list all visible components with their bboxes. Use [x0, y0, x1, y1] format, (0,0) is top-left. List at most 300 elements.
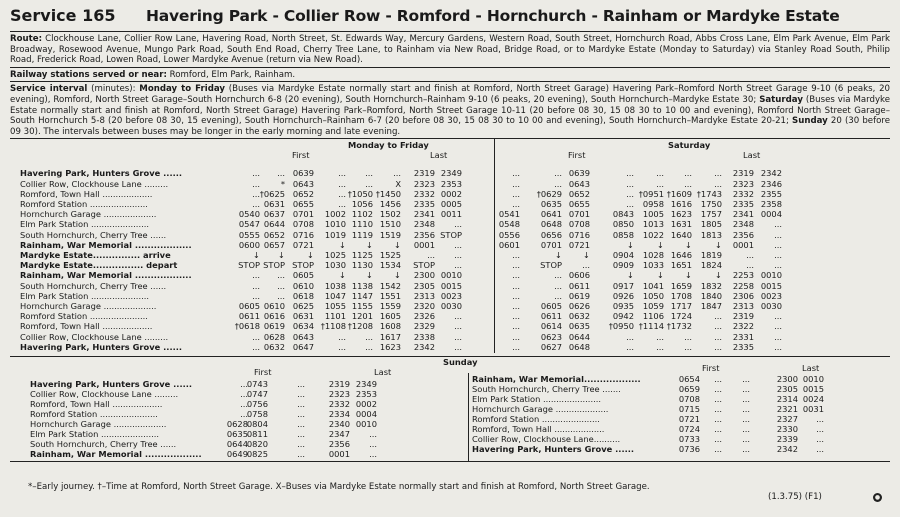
time-cell: 0825 [246, 449, 268, 460]
time-cell: 0758 [246, 409, 268, 420]
time-cell: ↓ [253, 249, 260, 260]
route-description [10, 34, 890, 66]
time-cell: ... [656, 168, 664, 179]
time-cell: 0657 [263, 239, 285, 250]
time-cell: ... [252, 198, 260, 209]
time-cell: ... [240, 379, 248, 390]
time-cell: 1041 [642, 280, 664, 291]
time-cell: ... [554, 290, 562, 301]
time-cell: ... [774, 260, 782, 271]
interval-mf-label: Monday to Friday [139, 84, 225, 95]
time-cell: ... [816, 444, 824, 455]
stop-name: Collier Row, Clockhouse Lane ......... [30, 389, 179, 400]
time-cell: ... [512, 270, 520, 281]
time-cell: 0708 [568, 219, 590, 230]
time-cell: ... [626, 331, 634, 342]
time-cell: STOP [263, 260, 285, 271]
route-title: Havering Park - Collier Row - Romford - Hornchurch - Rainham or Mardyke Estate [146, 7, 840, 25]
time-cell: 1832 [700, 280, 722, 291]
time-cell: ... [742, 414, 750, 425]
time-cell: 1022 [642, 229, 664, 240]
stop-name: Mardyke Estate............... arrive [20, 249, 171, 260]
stop-name: Hornchurch Garage .................... [20, 209, 157, 220]
time-cell: 0023 [440, 290, 462, 301]
time-cell: 0010 [802, 374, 824, 385]
time-cell: 0643 [568, 178, 590, 189]
time-cell: ... [626, 198, 634, 209]
stop-name: Havering Park, Hunters Grove ...... [20, 168, 183, 179]
time-cell: ... [626, 188, 634, 199]
time-cell: †1743 [696, 188, 722, 199]
time-cell: 1019 [324, 229, 346, 240]
time-cell: 1510 [379, 219, 401, 230]
time-cell: ... [626, 178, 634, 189]
time-cell: ... [626, 168, 634, 179]
time-cell: 2321 [776, 404, 798, 415]
time-cell: ... [297, 439, 305, 450]
interval-sat-text: (Buses via Mardyke Estate normally start and finish at Romford, North Street Garage) Havering Park–Romford, North Street Garage 10-11 (20 before 08 30, 15 08 30 to 10 00 and evening), Romford North Street Garage–South Hornchurch 5-8 (20 before 08 30, 15 evening), South Hornchurch–Rainham 6-7 (20 before 08 30, 15 08 30 to 10 00 and evening), South Hornchurch–Mardyke Estate 20-21; [10, 94, 891, 127]
time-cell: 0647 [292, 341, 314, 352]
stop-name: Mardyke Estate................ depart [20, 260, 178, 271]
time-cell: 0030 [440, 300, 462, 311]
title-rule [10, 31, 890, 32]
time-cell: ... [369, 439, 377, 450]
time-cell: 0820 [246, 439, 268, 450]
time-cell: ↓ [339, 270, 346, 281]
mf-heading: Monday to Friday [348, 140, 429, 151]
time-cell: 1805 [700, 219, 722, 230]
stop-name: Elm Park Station ...................... [20, 219, 149, 230]
service-interval [10, 84, 890, 137]
time-cell: ... [774, 331, 782, 342]
time-cell: 2319 [732, 311, 754, 322]
time-cell: 2355 [760, 188, 782, 199]
interval-sun-label: Sunday [792, 116, 828, 127]
time-cell: ... [774, 321, 782, 332]
time-cell: 2253 [732, 270, 754, 281]
time-cell: ... [365, 168, 373, 179]
time-cell: 0015 [760, 280, 782, 291]
time-cell: 0942 [612, 311, 634, 322]
time-cell: ... [684, 331, 692, 342]
time-cell: 2330 [776, 424, 798, 435]
time-cell: ... [742, 374, 750, 385]
time-cell: 2340 [328, 419, 350, 430]
service-number: Service 165 [10, 6, 116, 25]
time-cell: ... [252, 178, 260, 189]
stop-name: Hornchurch Garage .................... [20, 300, 157, 311]
time-cell: ... [240, 399, 248, 410]
time-cell: 2323 [413, 178, 435, 189]
time-cell: ... [297, 409, 305, 420]
time-cell: 1130 [351, 260, 373, 271]
time-cell: 0909 [612, 260, 634, 271]
time-cell: ... [454, 249, 462, 260]
time-cell: 2331 [732, 331, 754, 342]
time-cell: 2323 [328, 389, 350, 400]
time-cell: 0643 [292, 178, 314, 189]
time-cell: 0632 [263, 341, 285, 352]
time-cell: ... [714, 404, 722, 415]
time-cell: ... [714, 394, 722, 405]
time-cell: ... [512, 341, 520, 352]
time-cell: 0001 [328, 449, 350, 460]
time-cell: 0804 [246, 419, 268, 430]
time-cell: 2319 [328, 379, 350, 390]
time-cell: ... [714, 178, 722, 189]
time-cell: 0721 [678, 414, 700, 425]
sun-right-first-heading: First [702, 363, 720, 374]
railway-stations [10, 70, 890, 81]
stop-name: Collier Row, Clockhouse Lane ......... [20, 331, 169, 342]
time-cell: 1047 [324, 290, 346, 301]
time-cell: 0716 [568, 229, 590, 240]
time-cell: 0030 [760, 300, 782, 311]
sunday-divider [468, 373, 469, 461]
time-cell: 0002 [355, 399, 377, 410]
stop-name: South Hornchurch, Cherry Tree ....... [472, 384, 621, 395]
time-cell: ... [714, 414, 722, 425]
footnote: *–Early journey. †–Time at Romford, North Street Garage. X–Buses via Mardyke Estate normally start and finish at Romford, North Street Garage. [28, 482, 650, 492]
time-cell: 1840 [700, 290, 722, 301]
time-cell: 0701 [540, 239, 562, 250]
time-cell: 1002 [324, 209, 346, 220]
time-cell: ... [365, 341, 373, 352]
time-cell: ... [454, 311, 462, 322]
time-cell: ... [393, 168, 401, 179]
time-cell: 0850 [612, 219, 634, 230]
time-cell: 1025 [324, 249, 346, 260]
time-cell: ... [626, 341, 634, 352]
time-cell: 0736 [678, 444, 700, 455]
time-cell: 2319 [732, 168, 754, 179]
sun-left-last-heading: Last [374, 367, 392, 378]
time-cell: ↓ [307, 249, 314, 260]
time-cell: 0614 [540, 321, 562, 332]
time-cell: 2342 [413, 341, 435, 352]
time-cell: ... [512, 249, 520, 260]
time-cell: 0540 [238, 209, 260, 220]
time-cell: 2300 [776, 374, 798, 385]
time-cell: 2258 [732, 280, 754, 291]
time-cell: ... [554, 280, 562, 291]
time-cell: 2305 [776, 384, 798, 395]
time-cell: ... [454, 260, 462, 271]
time-cell: 0555 [238, 229, 260, 240]
time-cell: †1450 [375, 188, 401, 199]
stop-name: South Hornchurch, Cherry Tree ...... [20, 229, 167, 240]
time-cell: 2346 [760, 178, 782, 189]
time-cell: 2320 [413, 300, 435, 311]
time-cell: 1617 [379, 331, 401, 342]
time-cell: 0005 [440, 198, 462, 209]
time-cell: 1640 [670, 229, 692, 240]
time-cell: 1559 [379, 300, 401, 311]
time-cell: 2332 [732, 188, 754, 199]
time-cell: ... [656, 178, 664, 189]
time-cell: 0541 [498, 209, 520, 220]
time-cell: 0548 [498, 219, 520, 230]
time-cell: ↓ [366, 270, 373, 281]
time-cell: ... [240, 409, 248, 420]
time-cell: ... [714, 311, 722, 322]
railway-label: Railway stations served or near: [10, 69, 167, 80]
time-cell: ... [297, 419, 305, 430]
time-cell: 0639 [568, 168, 590, 179]
time-cell: †0951 [638, 188, 664, 199]
time-cell: ... [512, 280, 520, 291]
time-cell: 1050 [642, 290, 664, 301]
time-cell: 0010 [355, 419, 377, 430]
time-cell: 0627 [540, 341, 562, 352]
route-rule [10, 67, 890, 68]
interval-minutes: (minutes): [91, 84, 136, 95]
time-cell: 0623 [540, 331, 562, 342]
time-cell: ... [369, 429, 377, 440]
time-cell: 1038 [324, 280, 346, 291]
time-cell: 0648 [540, 219, 562, 230]
time-cell: ↓ [715, 270, 722, 281]
sat-first-heading: First [568, 150, 586, 161]
time-cell: ... [512, 198, 520, 209]
time-cell: 0637 [263, 209, 285, 220]
time-cell: 2332 [328, 399, 350, 410]
time-cell: 0547 [238, 219, 260, 230]
time-cell: 0611 [540, 311, 562, 322]
stop-name: Hornchurch Garage .................... [30, 419, 167, 430]
time-cell: ... [774, 311, 782, 322]
time-cell: †1208 [347, 321, 373, 332]
time-cell: ... [277, 280, 285, 291]
time-cell: 2348 [732, 219, 754, 230]
time-cell: 1651 [670, 260, 692, 271]
time-cell: 2341 [732, 209, 754, 220]
time-cell: ... [714, 434, 722, 445]
time-cell: 0701 [292, 209, 314, 220]
time-cell: 0626 [568, 300, 590, 311]
railway-rule [10, 81, 890, 82]
time-cell: 2332 [413, 188, 435, 199]
sun-right-last-heading: Last [802, 363, 820, 374]
time-cell: * [280, 178, 285, 189]
time-cell: 1542 [379, 280, 401, 291]
time-cell: 0628 [263, 331, 285, 342]
time-cell: ↓ [715, 239, 722, 250]
time-cell: 0001 [732, 239, 754, 250]
time-cell: 0917 [612, 280, 634, 291]
time-cell: ... [714, 168, 722, 179]
time-cell: ... [742, 384, 750, 395]
time-cell: 2353 [355, 389, 377, 400]
time-cell: †1050 [347, 188, 373, 199]
interval-mf-text: (Buses via Mardyke Estate normally start and finish at Romford, North Street Garage) Havering Park–Romford North Street Garage 9-10 (6 peaks, 20 evening), Romford, North Street Garage–South Hornchurch 6-8 (20 evening), South Hornchurch–Rainham 9-10 (6 peaks, 20 evening), South Hornchurch–Mardyke Estate 30; [10, 84, 891, 105]
time-cell: ... [252, 331, 260, 342]
time-cell: 0616 [263, 311, 285, 322]
time-cell: 0605 [540, 300, 562, 311]
time-cell: 1138 [351, 280, 373, 291]
time-cell: 2342 [776, 444, 798, 455]
time-cell: 2353 [440, 178, 462, 189]
time-cell: 0935 [612, 300, 634, 311]
sun-heading: Sunday [443, 357, 478, 368]
time-cell: ↓ [657, 239, 664, 250]
time-cell: ... [297, 389, 305, 400]
time-cell: ... [512, 331, 520, 342]
stop-name: Rainham, War Memorial .................. [30, 449, 202, 460]
time-cell: ... [816, 434, 824, 445]
time-cell: 0811 [246, 429, 268, 440]
time-cell: ... [454, 239, 462, 250]
time-cell: ... [714, 424, 722, 435]
time-cell: 0655 [292, 198, 314, 209]
time-cell: ... [512, 321, 520, 332]
time-cell: †1609 [666, 188, 692, 199]
time-cell: 2356 [413, 229, 435, 240]
time-cell: 0716 [292, 229, 314, 240]
time-cell: 1616 [670, 198, 692, 209]
time-cell: 1013 [642, 219, 664, 230]
stop-name: South Hornchurch, Cherry Tree ...... [20, 280, 167, 291]
time-cell: 1708 [670, 290, 692, 301]
stop-name: Rainham, War Memorial.................. [472, 374, 641, 385]
time-cell: 1030 [324, 260, 346, 271]
time-cell: ... [684, 168, 692, 179]
time-cell: 0634 [292, 321, 314, 332]
time-cell: 1724 [670, 311, 692, 322]
time-cell: ... [774, 219, 782, 230]
time-cell: 0628 [226, 419, 248, 430]
time-cell: 1551 [379, 290, 401, 301]
time-cell: 2338 [413, 331, 435, 342]
time-cell: 1106 [642, 311, 664, 322]
time-cell: ... [240, 389, 248, 400]
time-cell: 0721 [568, 239, 590, 250]
time-cell: 0010 [760, 270, 782, 281]
stop-name: Romford, Town Hall ................... [20, 321, 153, 332]
time-cell: ↓ [657, 270, 664, 281]
time-cell: 1646 [670, 249, 692, 260]
time-cell: 2334 [328, 409, 350, 420]
time-cell: 1456 [379, 198, 401, 209]
time-cell: 1623 [670, 209, 692, 220]
time-cell: 1101 [324, 311, 346, 322]
weekday-timetable [10, 139, 890, 355]
stop-name: South Hornchurch, Cherry Tree ...... [30, 439, 177, 450]
mf-last-heading: Last [430, 150, 448, 161]
time-cell: 2300 [413, 270, 435, 281]
time-cell: 0004 [760, 209, 782, 220]
time-cell: 1534 [379, 260, 401, 271]
time-cell: ... [252, 290, 260, 301]
time-cell: ... [252, 188, 260, 199]
time-cell: ... [656, 331, 664, 342]
time-cell: ... [714, 384, 722, 395]
time-cell: 1005 [642, 209, 664, 220]
time-cell: 2335 [413, 198, 435, 209]
time-cell: 1525 [379, 249, 401, 260]
time-cell: X [395, 178, 401, 189]
time-cell: ... [742, 394, 750, 405]
time-cell: 1125 [351, 249, 373, 260]
time-cell: 0724 [678, 424, 700, 435]
time-cell: 1201 [351, 311, 373, 322]
time-cell: 0635 [226, 429, 248, 440]
time-cell: 0701 [568, 209, 590, 220]
time-cell: ↓ [394, 239, 401, 250]
time-cell: 2314 [776, 394, 798, 405]
time-cell: 0024 [802, 394, 824, 405]
time-cell: †1114 [638, 321, 664, 332]
time-cell: ... [454, 341, 462, 352]
time-cell: ... [338, 198, 346, 209]
time-cell: 0610 [263, 300, 285, 311]
time-cell: 0610 [292, 280, 314, 291]
time-cell: ... [277, 290, 285, 301]
time-cell: 1608 [379, 321, 401, 332]
time-cell: 1813 [700, 229, 722, 240]
time-cell: ... [774, 239, 782, 250]
time-cell: ... [338, 168, 346, 179]
interval-sun-text: 20 (30 before 09 30). [10, 116, 891, 137]
time-cell: ... [714, 374, 722, 385]
time-cell: 0904 [612, 249, 634, 260]
stop-name: Romford Station ...................... [20, 311, 148, 322]
time-cell: 1659 [670, 280, 692, 291]
time-cell: ... [365, 178, 373, 189]
time-cell: 2347 [328, 429, 350, 440]
stop-name: Elm Park Station ...................... [20, 290, 149, 301]
time-cell: 1055 [324, 300, 346, 311]
time-cell: 1102 [351, 209, 373, 220]
time-cell: STOP [440, 229, 462, 240]
stop-name: Collier Row, Clockhouse Lane ......... [20, 178, 169, 189]
time-cell: 0641 [540, 209, 562, 220]
time-cell: 0015 [802, 384, 824, 395]
time-cell: 0611 [238, 311, 260, 322]
time-cell: 2356 [732, 229, 754, 240]
time-cell: ... [454, 219, 462, 230]
time-cell: †0618 [234, 321, 260, 332]
time-cell: 0023 [760, 290, 782, 301]
time-cell: 1750 [700, 198, 722, 209]
time-cell: 0648 [568, 341, 590, 352]
sunday-timetable [10, 357, 890, 469]
time-cell: 0708 [678, 394, 700, 405]
time-cell: 0843 [612, 209, 634, 220]
time-cell: 0652 [568, 188, 590, 199]
stop-name: Havering Park, Hunters Grove ...... [472, 444, 635, 455]
route-text: Clockhouse Lane, Collier Row Lane, Havering Road, North Street, St. Edwards Way, Mercury Gardens, Western Road, South Street, Hornchurch Road, Abbs Cross Lane, Elm Park Avenue, Elm Park Broadway, Rosewood Avenue, Mungo Park Road, South End Road, Cherry Tree Lane, to Rainham via New Road, Bridge Road, or to Mardyke Estate (Monday to Saturday) via Stanley Road South, Philip Road, Frederick Road, Lowen Road, Lower Mardyke Avenue (return via New Road). [10, 34, 890, 66]
time-cell: ↓ [394, 270, 401, 281]
time-cell: ... [369, 449, 377, 460]
time-cell: 0926 [612, 290, 634, 301]
time-cell: 0958 [642, 198, 664, 209]
time-cell: ... [554, 270, 562, 281]
interval-note: The intervals between buses may be longer in the early morning and late evening. [43, 126, 401, 137]
time-cell: 2358 [760, 198, 782, 209]
time-cell: 2313 [413, 290, 435, 301]
time-cell: 1033 [642, 260, 664, 271]
time-cell: 2342 [760, 168, 782, 179]
stop-name: Romford, Town Hall ................... [20, 188, 153, 199]
time-cell: 0644 [263, 219, 285, 230]
time-cell: 2329 [413, 321, 435, 332]
time-cell: 2335 [732, 341, 754, 352]
time-cell: 0632 [568, 311, 590, 322]
time-cell: 1819 [700, 249, 722, 260]
time-cell: ... [714, 341, 722, 352]
time-cell: ... [554, 178, 562, 189]
